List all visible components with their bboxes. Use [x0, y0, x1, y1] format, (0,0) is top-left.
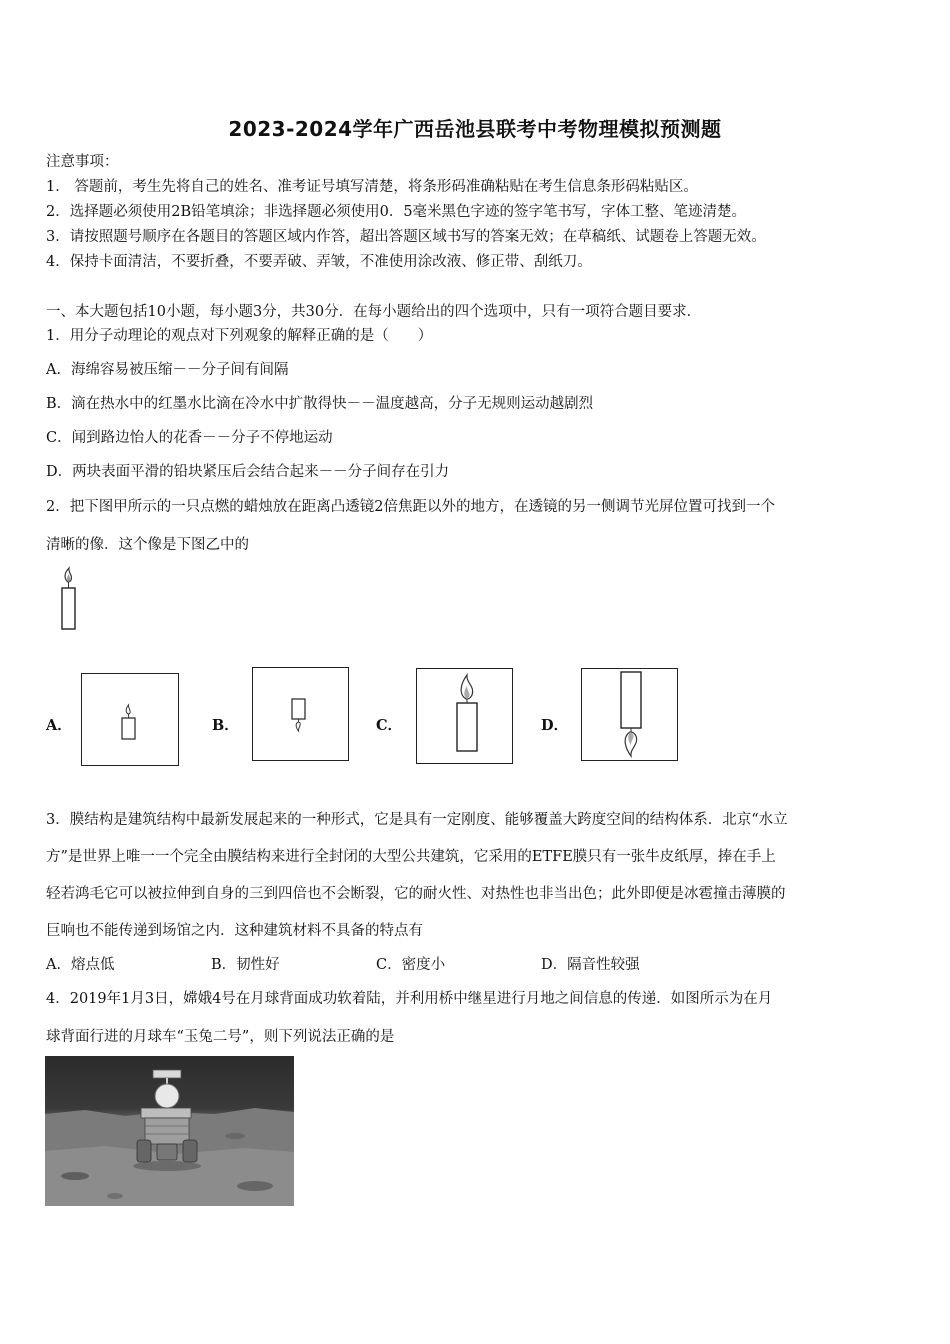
notice-heading: 注意事项：: [46, 154, 119, 170]
candle-large-upright-icon: [452, 673, 482, 755]
notice-item-2: 2．选择题必须使用2B铅笔填涂；非选择题必须使用0．5毫米黑色字迹的签字笔书写，字体工整、笔迹清楚。: [46, 204, 747, 220]
q2-stem-line2: 清晰的像．这个像是下图乙中的: [46, 537, 249, 553]
q3-option-c: C．密度小: [376, 957, 446, 973]
q2-option-a-label: A．: [46, 717, 72, 734]
notice-item-3: 3．请按照题号顺序在各题目的答题区域内作答，超出答题区域书写的答案无效；在草稿纸、试题卷上答题无效。: [46, 229, 766, 245]
q3-stem-line4: 巨响也不能传递到场馆之内．这种建筑材料不具备的特点有: [46, 923, 423, 939]
q3-stem-line1: 3．膜结构是建筑结构中最新发展起来的一种形式，它是具有一定刚度、能够覆盖大跨度空间的结构体系．北京“水立: [46, 812, 788, 828]
candle-original-figure: [56, 568, 86, 632]
exam-title: 2023-2024学年广西岳池县联考中考物理模拟预测题: [228, 117, 722, 141]
q2-option-c-label: C．: [376, 717, 403, 734]
q3-stem-line3: 轻若鸿毛它可以被拉伸到自身的三到四倍也不会断裂，它的耐火性、对热性也非当出色；此外即便是冰雹撞击薄膜的: [46, 886, 786, 902]
section-heading: 一、本大题包括10小题，每小题3分，共30分．在每小题给出的四个选项中，只有一项符合题目要求．: [46, 304, 702, 320]
candle-small-inverted-icon: [289, 697, 309, 733]
q2-option-b-label: B．: [212, 717, 239, 734]
lunar-rover-photo: [45, 1056, 294, 1206]
q1-option-c: C．闻到路边怡人的花香－－分子不停地运动: [46, 430, 333, 446]
q4-stem-line2: 球背面行进的月球车“玉兔二号”，则下列说法正确的是: [46, 1029, 395, 1045]
q1-option-a: A．海绵容易被压缩－－分子间有间隔: [46, 362, 289, 378]
q3-option-b: B．韧性好: [211, 957, 280, 973]
q1-option-b: B．滴在热水中的红墨水比滴在冷水中扩散得快－－温度越高，分子无规则运动越剧烈: [46, 396, 594, 412]
q3-stem-line2: 方”是世界上唯一一个完全由膜结构来进行全封闭的大型公共建筑，它采用的ETFE膜只有一张牛皮纸厚，捧在手上: [46, 849, 776, 865]
candle-small-upright-icon: [119, 705, 139, 741]
notice-item-4: 4．保持卡面清洁，不要折叠，不要弄破、弄皱，不准使用涂改液、修正带、刮纸刀。: [46, 254, 592, 270]
q3-option-d: D．隔音性较强: [541, 957, 640, 973]
q1-option-d: D．两块表面平滑的铅块紧压后会结合起来－－分子间存在引力: [46, 464, 450, 480]
q1-stem: 1．用分子动理论的观点对下列观象的解释正确的是（ ）: [46, 328, 433, 344]
q2-stem-line1: 2．把下图甲所示的一只点燃的蜡烛放在距离凸透镜2倍焦距以外的地方，在透镜的另一侧调节光屏位置可找到一个: [46, 499, 775, 515]
q2-option-d-label: D．: [541, 717, 569, 734]
q4-stem-line1: 4．2019年1月3日，嫦娥4号在月球背面成功软着陆，并利用桥中继星进行月地之间信息的传递．如图所示为在月: [46, 991, 773, 1007]
q3-option-a: A．熔点低: [46, 957, 115, 973]
candle-large-inverted-icon: [616, 670, 646, 758]
notice-item-1: 1． 答题前，考生先将自己的姓名、准考证号填写清楚，将条形码准确粘贴在考生信息条形码粘贴区。: [46, 179, 698, 195]
